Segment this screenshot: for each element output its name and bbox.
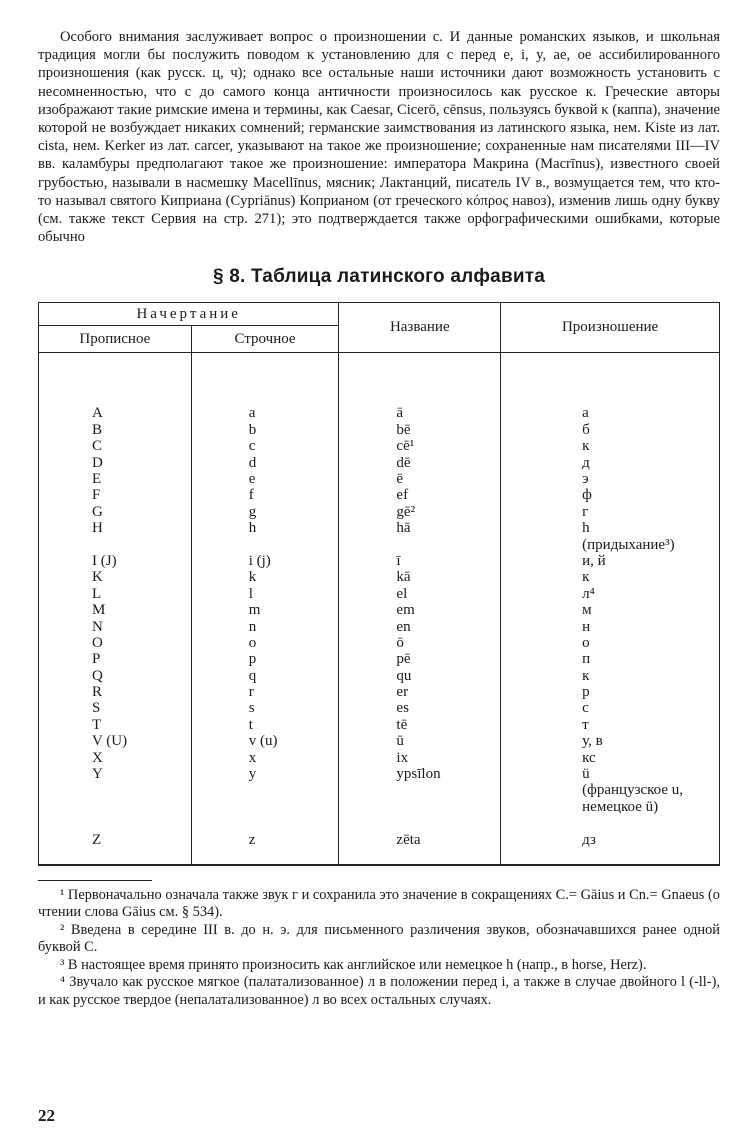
name-cell: tē [396,716,408,733]
name-cell: ō [396,634,404,651]
lowercase-cell [193,782,338,798]
pronunciation-cell: м [582,602,592,619]
pronunciation-cell: к [582,667,590,684]
name-cell: pē [396,651,411,668]
name-cell: es [396,700,409,717]
name-cell: hā [396,520,411,537]
lowercase-cell: g [248,503,257,520]
pronunciation-cell: и, й [582,552,606,569]
uppercase-list [40,405,190,848]
lowercase-cell: q [248,667,257,684]
uppercase-cell: X [92,749,103,766]
uppercase-cell [40,537,190,553]
lowercase-cell: i (j) [248,552,271,569]
uppercase-cell: O [92,634,103,651]
alphabet-table [38,302,720,866]
lowercase-cell: d [248,454,257,471]
uppercase-cell: L [92,585,102,602]
lowercase-cell: k [248,569,257,586]
uppercase-cell: N [92,618,103,635]
uppercase-column [39,353,192,865]
header-uppercase: Прописное [39,326,192,353]
footnotes [38,880,720,1010]
lowercase-cell: a [248,405,256,422]
uppercase-cell: V (U) [92,733,128,750]
lowercase-cell [193,537,338,553]
body-paragraph: Особого внимания заслуживает вопрос о произношении c. И данные романских языков, и школьная традиция могли бы послужить поводом к установлению для c перед e, i, y, ae, oe ассибилированного произношения (как русск. ц, ч); однако все остальные наши источники дают возможность установить с несомненностью, что c до самого конца античности произносилось как русское к. Греческие авторы изображают такие римские имена и термины, как Caesar, Cicerō, cēnsus, пользуясь буквой κ (каппа), значение которой не возбуждает никаких сомнений; германские заимствования из латинского языка, нем. Kiste из лат. cista, нем. Kerker из лат. carcer, указывают на такое же произношение; сохраненные нам писателями III—IV вв. каламбуры предполагают такое же произношение: императора Макрина (Macrīnus), известного своей грубостью, называли в насмешку Macellīnus, мясник; Лактанций, писатель IV в., возмущается тем, что кто-то называл святого Киприана (Cypriānus) Коприаном (от греческого κόπρος навоз), изменив лишь одну букву (см. также текст Сервия на стр. 271); это подтверждается также орфографическими ошибками, которые обычно [38,29,720,246]
footnote-3: ³ В настоящее время принято произносить как английское или немецкое h (напр., в horse, Herz). [60,956,647,973]
pronunciation-cell: ф [582,487,592,504]
uppercase-cell [40,799,190,815]
pronunciation-cell: h [582,520,590,537]
header-name: Название [339,303,501,353]
lowercase-cell: l [248,585,253,602]
lowercase-cell: t [248,716,253,733]
name-cell [340,782,499,798]
pronunciation-cell: у, в [582,733,603,750]
lowercase-cell: m [248,602,261,619]
lowercase-cell: r [248,684,254,701]
lowercase-cell: h [248,520,257,537]
pronunciation-list [502,405,718,848]
uppercase-cell: I (J) [92,552,117,569]
uppercase-cell: P [92,651,101,668]
uppercase-cell: M [92,602,106,619]
name-cell: en [396,618,411,635]
pronunciation-cell: о [582,634,590,651]
pronunciation-cell: к [582,438,590,455]
pronunciation-cell: а [582,405,589,422]
name-cell: ā [396,405,404,422]
footnote-2: ² Введена в середине III в. до н. э. для письменного различения звуков, обозначавшихся ранее одной буквой C. [38,921,720,956]
lowercase-cell: n [248,618,257,635]
name-cell: cē¹ [396,438,415,455]
name-cell: ypsīlon [396,766,441,783]
name-cell: er [396,684,409,701]
name-cell: kā [396,569,411,586]
pronunciation-cell: г [582,503,589,520]
uppercase-cell: K [92,569,103,586]
name-cell: ef [396,487,409,504]
name-cell: bē [396,421,411,438]
pronunciation-cell: р [582,684,590,701]
name-column [339,353,501,865]
uppercase-cell: B [92,421,103,438]
uppercase-cell: G [92,503,103,520]
uppercase-cell: E [92,471,102,487]
name-cell: ū [396,733,404,750]
name-cell: ē [396,471,404,487]
pronunciation-cell [502,815,718,831]
lowercase-cell: p [248,651,257,668]
lowercase-column [191,353,339,865]
lowercase-cell: e [248,471,256,487]
pronunciation-cell: (французское u, [582,782,684,799]
name-cell: ix [396,749,409,766]
page-content [38,28,720,1009]
pronunciation-column [501,353,720,865]
name-cell [340,799,499,815]
uppercase-cell: C [92,438,103,455]
uppercase-cell: S [92,700,101,717]
uppercase-cell: Y [92,766,103,783]
pronunciation-cell: т [582,716,589,733]
name-cell [340,815,499,831]
name-cell: ī [396,552,401,569]
name-cell: dē [396,454,411,471]
footnote-1: ¹ Первоначально означала также звук г и сохранила это значение в сокращениях C.= Gāius и Cn.= Gnaeus (о чтении слова Gāius см. § 534). [38,886,720,921]
pronunciation-cell: ü [582,766,590,783]
pronunciation-cell: н [582,618,591,635]
header-group-form: Начертание [39,303,339,326]
pronunciation-cell: д [582,454,590,471]
header-pronunciation: Произношение [501,303,720,353]
name-cell: zēta [396,831,421,848]
pronunciation-cell: э [582,471,589,487]
page-number: 22 [38,1106,55,1125]
lowercase-cell: o [248,634,257,651]
lowercase-cell: c [248,438,256,455]
lowercase-cell [193,815,338,831]
uppercase-cell: Z [92,831,102,848]
uppercase-cell [40,782,190,798]
pronunciation-cell: (придыхание³) [582,536,675,553]
uppercase-cell [40,815,190,831]
pronunciation-cell: б [582,421,590,438]
name-cell: em [396,602,415,619]
name-cell: qu [396,667,412,684]
lowercase-cell: v (u) [248,733,278,750]
pronunciation-cell: кс [582,749,596,766]
pronunciation-cell: немецкое ü) [582,798,659,815]
name-cell: gē² [396,503,416,520]
uppercase-cell: H [92,520,103,537]
footnote-4: ⁴ Звучало как русское мягкое (палатализованное) л в положении перед i, а также в случае двойного l (-ll-), и как русское твердое (непалатализованное) л во всех остальных случаях. [38,974,720,1008]
uppercase-cell: Q [92,667,103,684]
section-title: § 8. Таблица латинского алфавита [213,266,545,288]
pronunciation-cell: с [582,700,589,717]
lowercase-cell: s [248,700,255,717]
name-cell [340,537,499,553]
lowercase-list [193,405,338,848]
uppercase-cell: R [92,684,103,701]
uppercase-cell: A [92,405,103,422]
header-lowercase: Строчное [191,326,339,353]
uppercase-cell: F [92,487,101,504]
name-cell: el [396,585,408,602]
lowercase-cell [193,799,338,815]
lowercase-cell: x [248,749,257,766]
pronunciation-cell: дз [582,831,596,848]
pronunciation-cell: п [582,651,591,668]
lowercase-cell: y [248,766,257,783]
footnote-divider [38,880,152,881]
lowercase-cell: f [248,487,254,504]
name-list [340,405,499,848]
lowercase-cell: b [248,421,257,438]
uppercase-cell: T [92,716,102,733]
pronunciation-cell: к [582,569,590,586]
lowercase-cell: z [248,831,256,848]
pronunciation-cell: л⁴ [582,585,595,602]
uppercase-cell: D [92,454,103,471]
